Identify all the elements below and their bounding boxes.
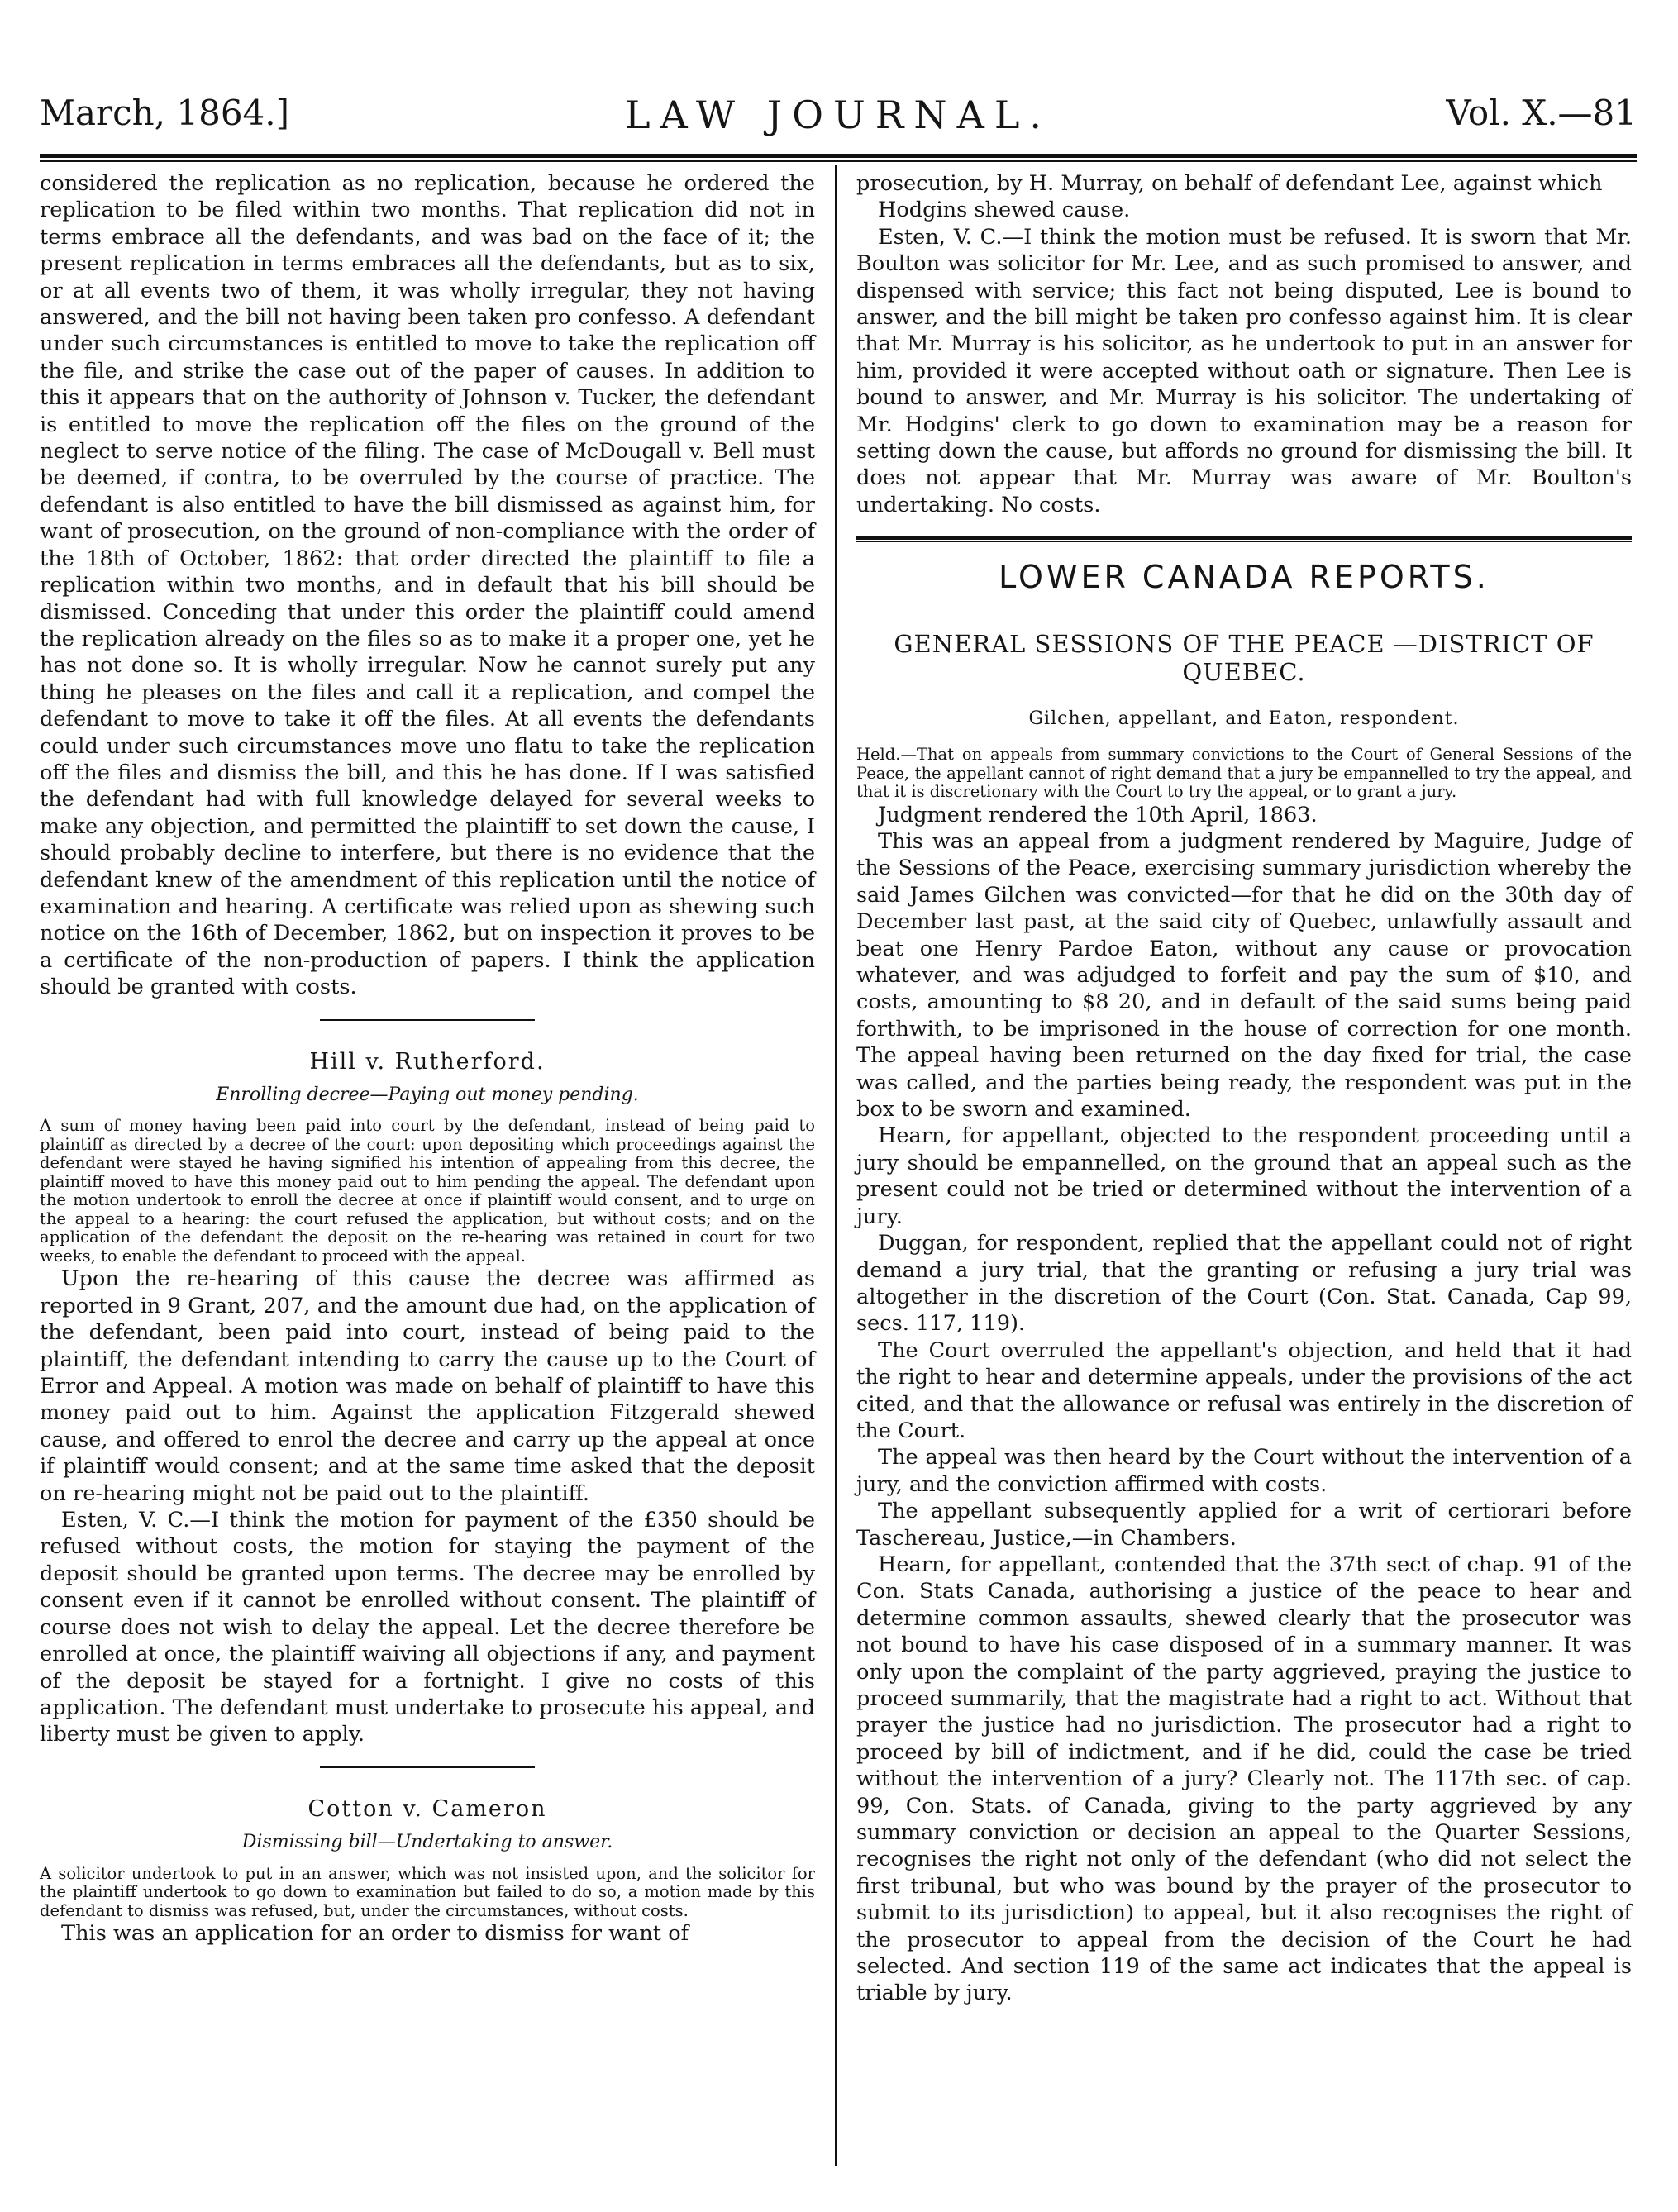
page-header bbox=[40, 93, 1637, 149]
parties-line: Gilchen, appellant, and Eaton, respondent. bbox=[1028, 708, 1460, 729]
case-title-cotton: Cotton v. Cameron bbox=[307, 1795, 547, 1822]
case-subtitle-hill: Enrolling decree—Paying out money pending. bbox=[216, 1085, 639, 1105]
case-subtitle-cotton: Dismissing bill—Undertaking to answer. bbox=[241, 1832, 613, 1853]
cotton-paragraph-1: This was an application for an order to dismiss for want of bbox=[61, 1921, 689, 1947]
section-rule-thin bbox=[856, 541, 1632, 542]
headnote-cotton: A solicitor undertook to put in an answer, which was not insisted upon, and the solicitor for the plaintiff undertook to go down to examination but failed to do so, a motion made by this defendant to dismiss was refused, but, under the circumstances, without costs. bbox=[40, 1863, 815, 1920]
hill-paragraph-2: Esten, V. C.—I think the motion for payment of the £350 should be refused without costs, the motion for staying the payment of the deposit should be granted upon terms. The decree may be enrolled by consent even if it cannot be enrolled without consent. The plaintiff of course does not wish to delay the appeal. Let the decree therefore be enrolled at once, the plaintiff waiving all objections if any, and payment of the deposit be stayed for a fortnight. I give no costs of this application. The defendant must undertake to prosecute his appeal, and liberty must be given to apply. bbox=[40, 1508, 815, 1747]
esten-judgment: Esten, V. C.—I think the motion must be refused. It is sworn that Mr. Boulton was solicitor for Mr. Lee, and as such promised to answer, and dispensed with service; this fact not being disputed, Lee is bound to answer, and the bill might be taken pro confesso against him. It is clear that Mr. Murray is his solicitor, as he undertook to put in an answer for him, provided it were accepted without oath or signature. Then Lee is bound to answer, and Mr. Murray is his solicitor. The undertaking of Mr. Hodgins' clerk to go down to examination may be a reason for setting down the cause, but affords no ground for dismissing the bill. It does not appear that Mr. Murray was aware of Mr. Boulton's undertaking. No costs. bbox=[856, 224, 1632, 517]
headnote-hill: A sum of money having been paid into court by the defendant, instead of being paid to plaintiff as directed by a decree of the court: upon depositing which proceedings against the defendant were stayed he having signified his intention of appealing from this decree, the plaintiff moved to have this money paid out to him pending the appeal. The defendant upon the motion undertook to enroll the decree at once if plaintiff would consent, and to urge on the appeal to a hearing: the court refused the application, but without costs; and on the application of the defendant the deposit on the re-hearing was retained in court for two weeks, to enable the defendant to proceed with the appeal. bbox=[40, 1116, 815, 1266]
header-rule-thin bbox=[40, 160, 1637, 162]
case-title-hill: Hill v. Rutherford. bbox=[309, 1048, 546, 1075]
body-paragraph: The appeal was then heard by the Court without the intervention of a jury, and the conviction affirmed with costs. bbox=[856, 1445, 1632, 1497]
judgment-date: Judgment rendered the 10th April, 1863. bbox=[878, 802, 1318, 827]
right-column bbox=[856, 170, 1632, 2007]
body-paragraph: The Court overruled the appellant's objection, and held that it had the right to hear and determine appeals, under the provisions of the act cited, and that the allowance or refusal was entirely in the discretion of the Court. bbox=[856, 1337, 1632, 1443]
section-rule-thick bbox=[856, 536, 1632, 540]
court-title: GENERAL SESSIONS OF THE PEACE —DISTRICT OF QUEBEC. bbox=[894, 629, 1595, 686]
header-title: LAW JOURNAL. bbox=[625, 93, 1051, 137]
section-title: LOWER CANADA REPORTS. bbox=[999, 559, 1490, 596]
header-volume: Vol. X.—81 bbox=[1446, 93, 1637, 133]
opening-paragraph: considered the replication as no replication, because he ordered the replication to be filed within two months. That replication did not in terms embrace all the defendants, and was bad on the face of it; the present replication in terms embraces all the defendants, but as to six, or at all events two of them, it was wholly irregular, they not having answered, and the bill not having been taken pro confesso. A defendant under such circumstances is entitled to move to take the replication off the file, and strike the case out of the paper of causes. In addition to this it appears that on the authority of Johnson v. Tucker, the defendant is entitled to move the replication off the files on the ground of the neglect to serve notice of the filing. The case of McDougall v. Bell must be deemed, if contra, to be overruled by the course of practice. The defendant is also entitled to have the bill dismissed as against him, for want of prosecution, on the ground of non-compliance with the order of the 18th of October, 1862: that order directed the plaintiff to file a replication within two months, and in default that his bill should be dismissed. Conceding that under this order the plaintiff could amend the replication already on the files so as to make it a proper one, yet he has not done so. It is wholly irregular. Now he cannot surely put any thing he pleases on the files and call it a replication, and compel the defendant to move to take it off the files. At all events the defendants could under such circumstances move uno flatu to take the replication off the files and dismiss the bill, and this he has done. If I was satisfied the defendant had with full knowledge delayed for several weeks to make any objection, and permitted the plaintiff to set down the cause, I should probably decline to interfere, but there is no evidence that the defendant knew of the amendment of this replication until the notice of examination and hearing. A certificate was relied upon as shewing such notice on the 16th of December, 1862, but on inspection it proves to be a certificate of the non-production of papers. I think the application should be granted with costs. bbox=[40, 171, 815, 1000]
case-separator-rule bbox=[320, 1766, 535, 1768]
header-date: March, 1864.] bbox=[40, 93, 290, 133]
body-paragraph: Duggan, for respondent, replied that the appellant could not of right demand a jury trial, that the granting or refusing a jury trial was altogether in the discretion of the Court (Con. Stat. Canada, Cap 99, secs. 117, 119). bbox=[856, 1231, 1632, 1337]
body-paragraph: Hearn, for appellant, contended that the 37th sect of chap. 91 of the Con. Stats Canada, authorising a justice of the peace to hear and determine common assaults, shewed clearly that the prosecutor was not bound to have his case disposed of in a summary manner. It was only upon the complaint of the party aggrieved, praying the justice to proceed summarily, that the magistrate had a right to act. Without that prayer the justice had no jurisdiction. The prosecutor had a right to proceed by bill of indictment, and if he did, could the case be tried without the intervention of a jury? Clearly not. The 117th sec. of cap. 99, Con. Stats. of Canada, giving to the party aggrieved by any summary conviction or decision an appeal to the Quarter Sessions, recognises the right not only of the defendant (who did not select the first tribunal, but who was bound by the prayer of the prosecutor to submit to its jurisdiction) to appeal, but it also recognises the right of the prosecutor to appeal from the decision of the Court he had selected. And section 119 of the same act indicates that the appeal is triable by jury. bbox=[856, 1552, 1632, 2006]
column-divider bbox=[835, 165, 837, 2166]
body-paragraph: This was an appeal from a judgment rendered by Maguire, Judge of the Sessions of the Peace, exercising summary jurisdiction whereby the said James Gilchen was convicted—for that he did on the 30th day of December last past, at the said city of Quebec, unlawfully assault and beat one Henry Pardoe Eaton, without any cause or provocation whatever, and was adjudged to forfeit and pay the sum of $10, and costs, amounting to $8 20, and in default of the said sums being paid forthwith, to be imprisoned in the house of correction for one month. The appeal having been returned on the day fixed for trial, the case was called, and the parties being ready, the respondent was put in the box to be sworn and examined. bbox=[856, 829, 1632, 1123]
header-rule-thick bbox=[40, 154, 1637, 158]
continuation-text: prosecution, by H. Murray, on behalf of defendant Lee, against which bbox=[856, 171, 1603, 196]
body-paragraph: The appellant subsequently applied for a writ of certiorari before Taschereau, Justice,—in Chambers. bbox=[856, 1499, 1632, 1551]
case-separator-rule bbox=[320, 1019, 535, 1021]
hill-paragraph-1: Upon the re-hearing of this cause the decree was affirmed as reported in 9 Grant, 207, and the amount due had, on the application of the defendant, been paid into court, instead of being paid to the plaintiff, the defendant intending to carry the cause up to the Court of Error and Appeal. A motion was made on behalf of plaintiff to have this money paid out to him. Against the application Fitzgerald shewed cause, and offered to enrol the decree and carry up the appeal at once if plaintiff would consent; and at the same time asked that the deposit on re-hearing might not be paid out to the plaintiff. bbox=[40, 1266, 815, 1506]
left-column bbox=[40, 170, 815, 1947]
showed-cause-text: Hodgins shewed cause. bbox=[878, 198, 1131, 223]
held-headnote: Held.—That on appeals from summary convictions to the Court of General Sessions of the Peace, the appellant cannot of right demand that a jury be empannelled to try the appeal, and that it is discretionary with the Court to try the appeal, or to grant a jury. bbox=[856, 745, 1632, 802]
body-paragraph: Hearn, for appellant, objected to the respondent proceeding until a jury should be empannelled, on the ground that an appeal such as the present could not be tried or determined without the intervention of a jury. bbox=[856, 1123, 1632, 1229]
